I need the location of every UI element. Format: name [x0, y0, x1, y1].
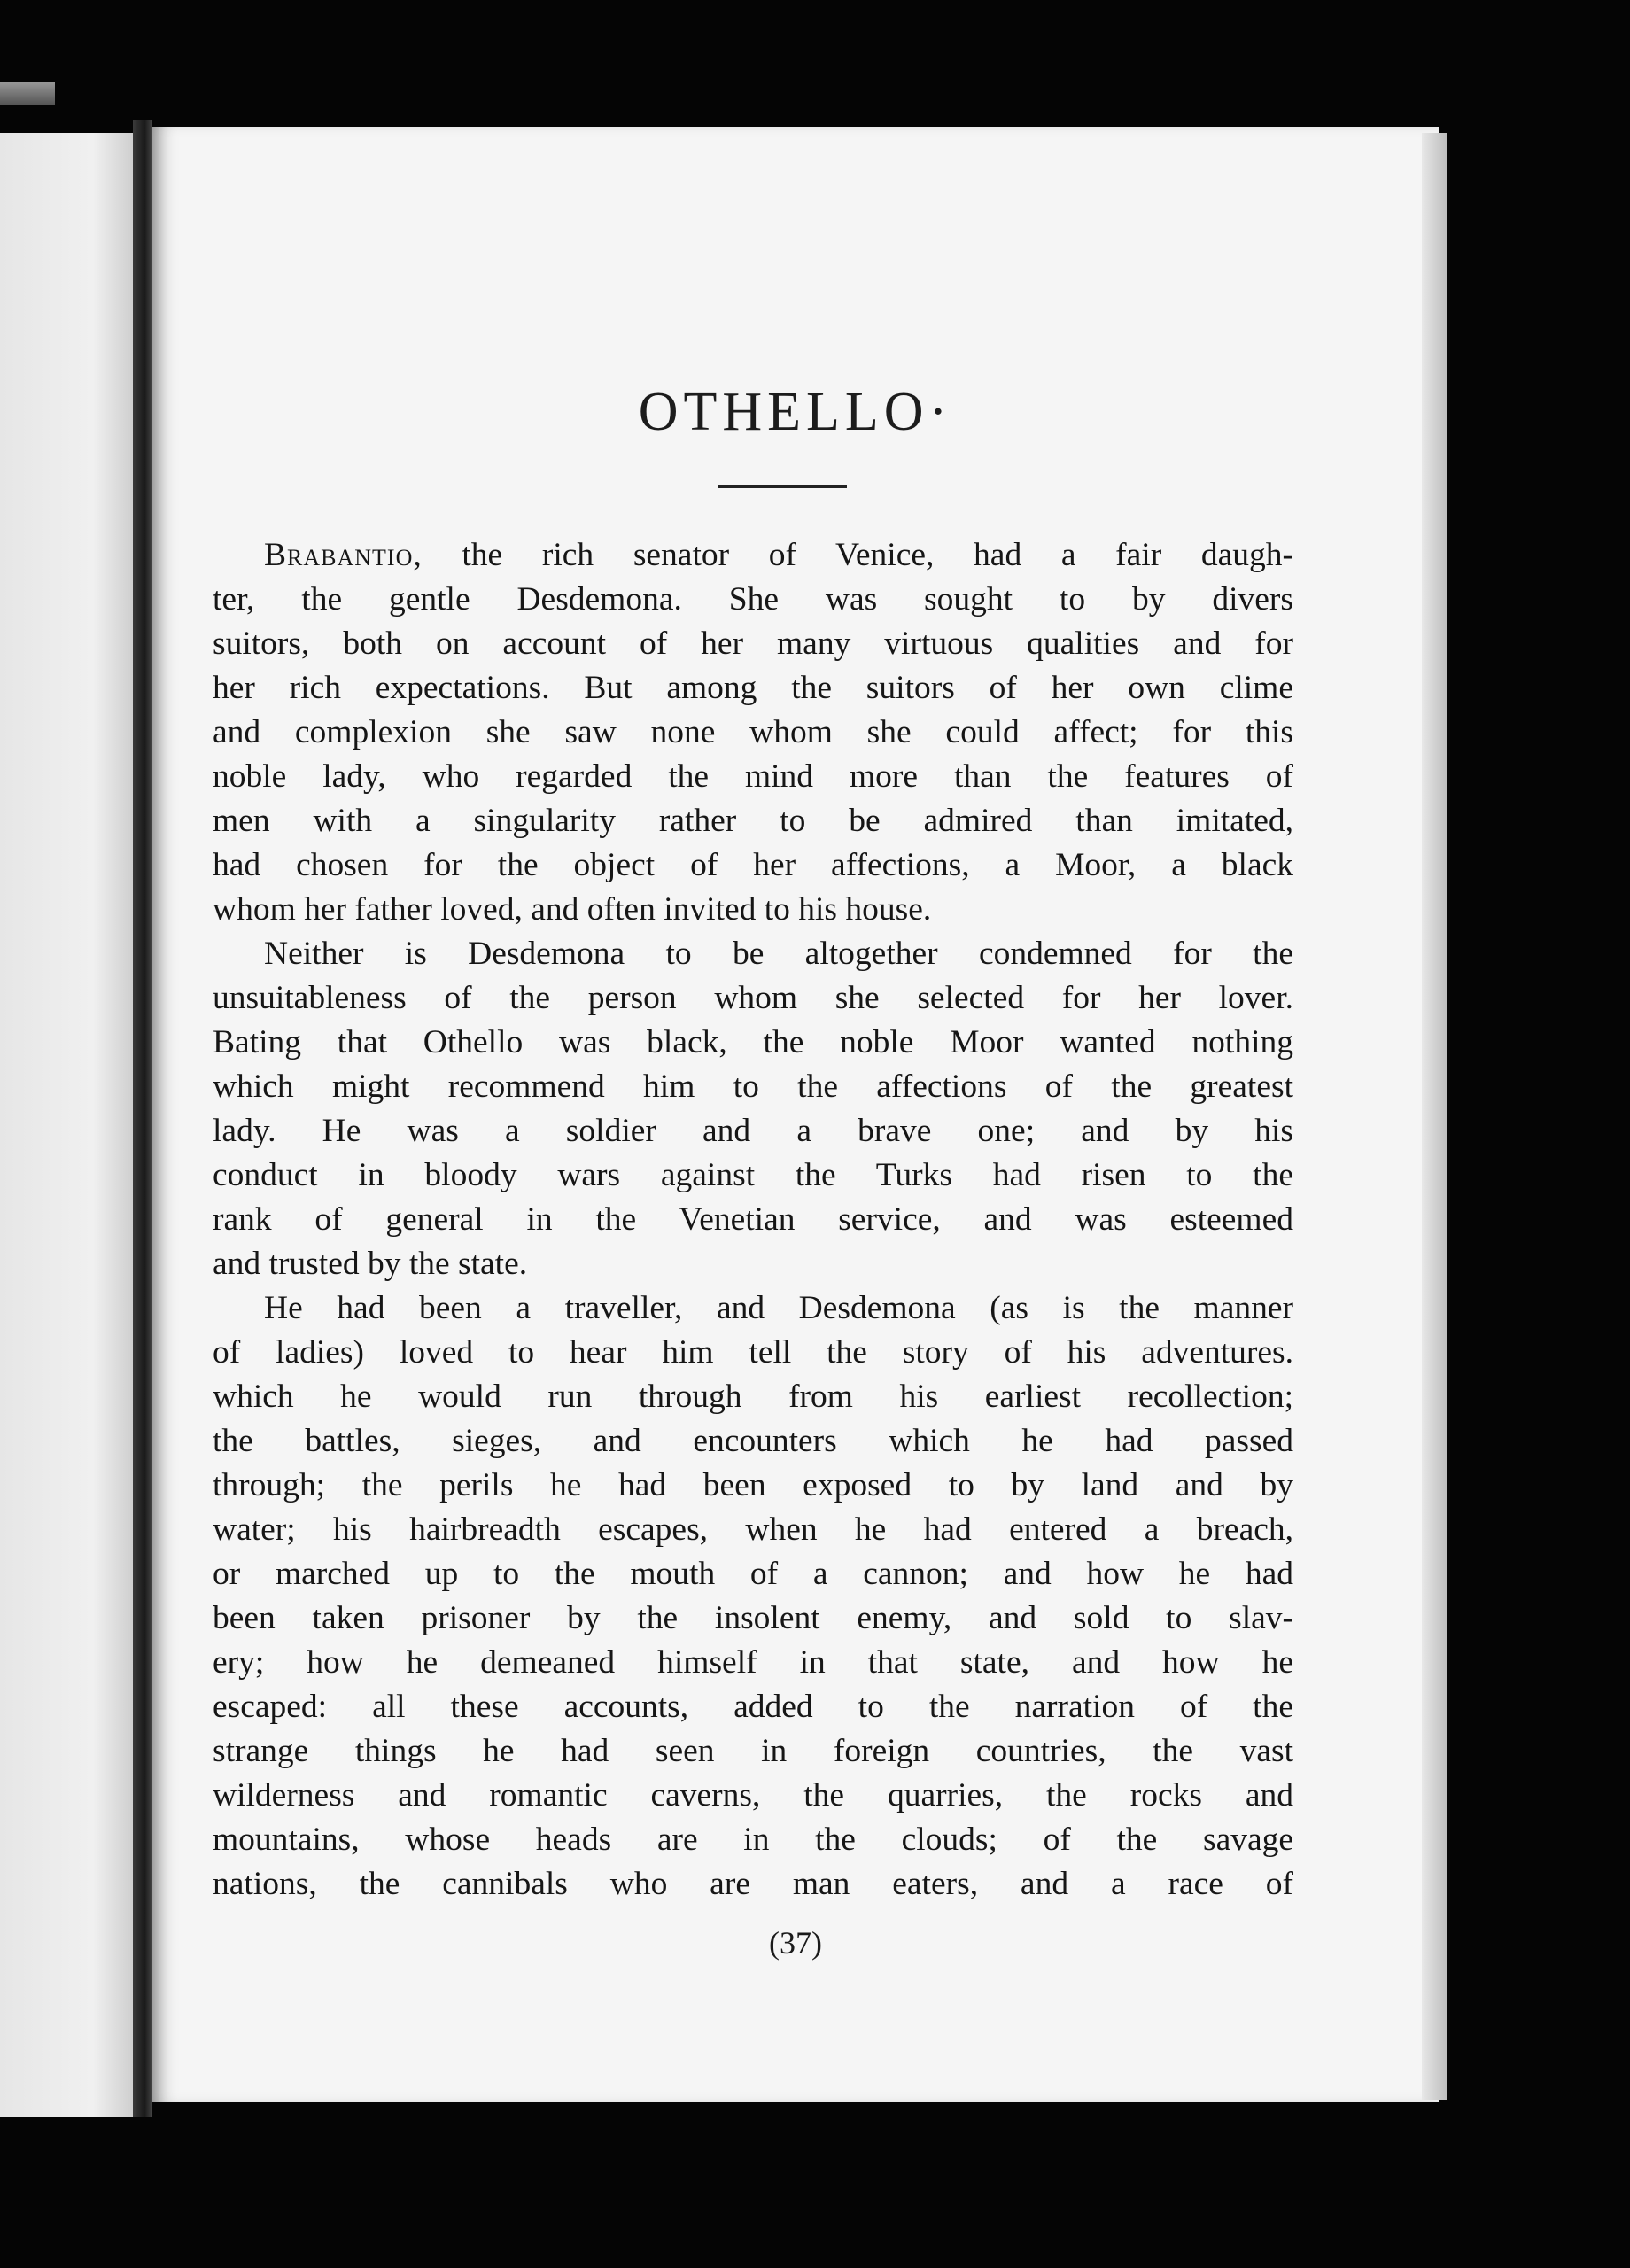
lead-word: Brabantio, [264, 537, 423, 573]
text-line: had chosen for the object of her affections, a Moor, a black [213, 847, 1293, 883]
text-line: He had been a traveller, and Desdemona (as is the manner [264, 1290, 1293, 1326]
text-line: escaped: all these accounts, added to the narration of the [213, 1689, 1293, 1725]
text-line: nations, the cannibals who are man eaters, and a race of [213, 1866, 1293, 1902]
text-line: of ladies) loved to hear him tell the story of his adventures. [213, 1334, 1293, 1371]
text-line [213, 533, 1293, 578]
text-line: wilderness and romantic caverns, the quarries, the rocks and [213, 1777, 1293, 1814]
text-line: strange things he had seen in foreign countries, the vast [213, 1733, 1293, 1769]
text-line: ery; how he demeaned himself in that state, and how he [213, 1644, 1293, 1681]
text-line: and complexion she saw none whom she could affect; for this [213, 714, 1293, 750]
text-line: Bating that Othello was black, the noble Moor wanted nothing [213, 1024, 1293, 1060]
text-line: noble lady, who regarded the mind more than the features of [213, 758, 1293, 795]
page-number: (37) [769, 1925, 822, 1961]
body-text [213, 533, 1293, 1907]
text-line: suitors, both on account of her many virtuous qualities and for [213, 625, 1293, 662]
text-line: the battles, sieges, and encounters which he had passed [213, 1423, 1293, 1459]
text-line: which he would run through from his earliest recollection; [213, 1379, 1293, 1415]
chapter-title: OTHELLO· [638, 382, 953, 442]
text-line: her rich expectations. But among the suitors of her own clime [213, 670, 1293, 706]
title-rule [718, 485, 847, 488]
text-line: whom her father loved, and often invited to his house. [213, 891, 932, 928]
text-line: Neither is Desdemona to be altogether condemned for the [264, 936, 1293, 972]
book-gutter [133, 120, 152, 2117]
text-line: through; the perils he had been exposed to by land and by [213, 1467, 1293, 1503]
text-line: lady. He was a soldier and a brave one; and by his [213, 1113, 1293, 1149]
text-line: men with a singularity rather to be admired than imitated, [213, 803, 1293, 839]
previous-page-edge [0, 133, 133, 2117]
text-line: or marched up to the mouth of a cannon; and how he had [213, 1556, 1293, 1592]
text-line: which might recommend him to the affections of the greatest [213, 1068, 1293, 1105]
text-line: unsuitableness of the person whom she selected for her lover. [213, 980, 1293, 1016]
left-page-tab [0, 82, 55, 105]
text-line: and trusted by the state. [213, 1246, 528, 1282]
text-line: ter, the gentle Desdemona. She was sought to by divers [213, 581, 1293, 617]
text-line-content: the rich senator of Venice, had a fair daugh- [422, 537, 1293, 573]
text-line: been taken prisoner by the insolent enemy, and sold to slav- [213, 1600, 1293, 1636]
text-line: mountains, whose heads are in the clouds; of the savage [213, 1821, 1293, 1858]
text-line: water; his hairbreadth escapes, when he had entered a breach, [213, 1511, 1293, 1548]
text-line: rank of general in the Venetian service, and was esteemed [213, 1201, 1293, 1238]
text-line: conduct in bloody wars against the Turks had risen to the [213, 1157, 1293, 1193]
